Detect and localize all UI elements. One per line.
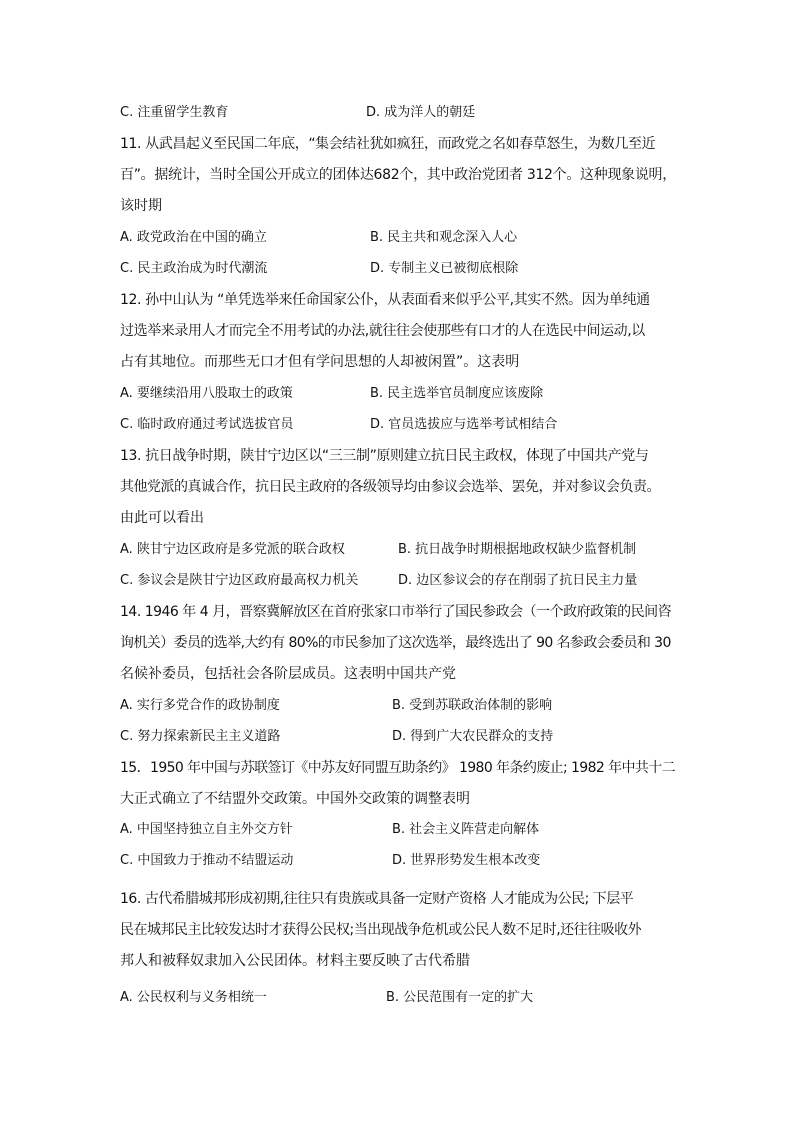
q15-option-d: D. 世界形势发生根本改变 [392, 853, 541, 868]
q16-stem-line-1: 16. 古代希腊城邦形成初期,往往只有贵族或具备一定财产资格 人才能成为公民; 下层平 [120, 891, 634, 907]
q11-stem-line-2: 百”。据统计，当时全国公开成立的团体达682个，其中政治党团者 312个。这种现象说明， [120, 167, 676, 183]
q12-option-b: B. 民主选举官员制度应该废除 [370, 386, 544, 401]
q12-option-a: A. 要继续沿用八股取士的政策 [120, 386, 293, 401]
q12-stem-line-3: 占有其地位。而那些无口才但有学问思想的人却被闲置”。这表明 [120, 354, 520, 370]
q14-stem-line-2: 询机关）委员的选举,大约有 80%的市民参加了这次选举，最终选出了 90 名参政会委员和 30 [120, 635, 671, 651]
q13-option-c: C. 参议会是陕甘宁边区政府最高权力机关 [120, 573, 359, 588]
q16-option-b: B. 公民范围有一定的扩大 [386, 990, 534, 1005]
q13-option-b: B. 抗日战争时期根据地政权缺少监督机制 [398, 542, 637, 557]
q14-option-d: D. 得到广大农民群众的支持 [392, 729, 554, 744]
q13-option-a: A. 陕甘宁边区政府是多党派的联合政权 [120, 542, 345, 557]
q12-option-c: C. 临时政府通过考试选拔官员 [120, 417, 294, 432]
q16-stem-line-2: 民在城邦民主比较发达时才获得公民权;当出现战争危机或公民人数不足时,还往往吸收外 [120, 922, 642, 938]
q11-option-d: D. 专制主义已被彻底根除 [370, 261, 519, 276]
q14-stem-line-3: 名候补委员，包括社会各阶层成员。这表明中国共产党 [120, 666, 456, 682]
q13-stem-line-2: 其他党派的真诚合作，抗日民主政府的各级领导均由参议会选举、罢免，并对参议会负责。 [120, 479, 660, 495]
q12-option-d: D. 官员选拔应与选举考试相结合 [370, 417, 558, 432]
q15-option-a: A. 中国坚持独立自主外交方针 [120, 822, 293, 837]
q16-stem-line-3: 邦人和被释奴隶加入公民团体。材料主要反映了古代希腊 [120, 953, 470, 969]
q13-stem-line-3: 由此可以看出 [120, 510, 204, 526]
q16-option-a: A. 公民权利与义务相统一 [120, 990, 267, 1005]
q14-option-a: A. 实行多党合作的政协制度 [120, 698, 280, 713]
q11-stem-line-3: 该时期 [120, 198, 162, 214]
q13-option-d: D. 边区参议会的存在削弱了抗日民主力量 [398, 573, 638, 588]
q10-option-c: C. 注重留学生教育 [120, 105, 229, 120]
q10-option-d: D. 成为洋人的朝廷 [366, 105, 476, 120]
q11-stem-line-1: 11. 从武昌起义至民国二年底，“集会结社犹如疯狂，而政党之名如春草怒生，为数几至近 [120, 136, 656, 152]
q12-stem-line-2: 过选举来录用人才而完全不用考试的办法,就往往会使那些有口才的人在选民中间运动,以 [120, 323, 645, 339]
q15-stem-line-1: 15．1950 年中国与苏联签订《中苏友好同盟互助条约》 1980 年条约废止; 1982 年中共十二 [120, 760, 676, 776]
q14-option-c: C. 努力探索新民主主义道路 [120, 729, 281, 744]
q11-option-a: A. 政党政治在中国的确立 [120, 230, 267, 245]
q15-option-c: C. 中国致力于推动不结盟运动 [120, 853, 294, 868]
q13-stem-line-1: 13. 抗日战争时期，陕甘宁边区以“三三制”原则建立抗日民主政权，体现了中国共产党与 [120, 448, 649, 464]
q12-stem-line-1: 12. 孙中山认为 “单凭选举来任命国家公仆，从表面看来似乎公平,其实不然。因为单纯通 [120, 292, 650, 308]
q14-option-b: B. 受到苏联政治体制的影响 [392, 698, 553, 713]
q11-option-c: C. 民主政治成为时代潮流 [120, 261, 268, 276]
q15-stem-line-2: 大正式确立了不结盟外交政策。中国外交政策的调整表明 [120, 791, 470, 807]
q15-option-b: B. 社会主义阵营走向解体 [392, 822, 540, 837]
q14-stem-line-1: 14. 1946 年 4 月，晋察冀解放区在首府张家口市举行了国民参政会（一个政府政策的民间咨 [120, 604, 672, 620]
q11-option-b: B. 民主共和观念深入人心 [370, 230, 518, 245]
